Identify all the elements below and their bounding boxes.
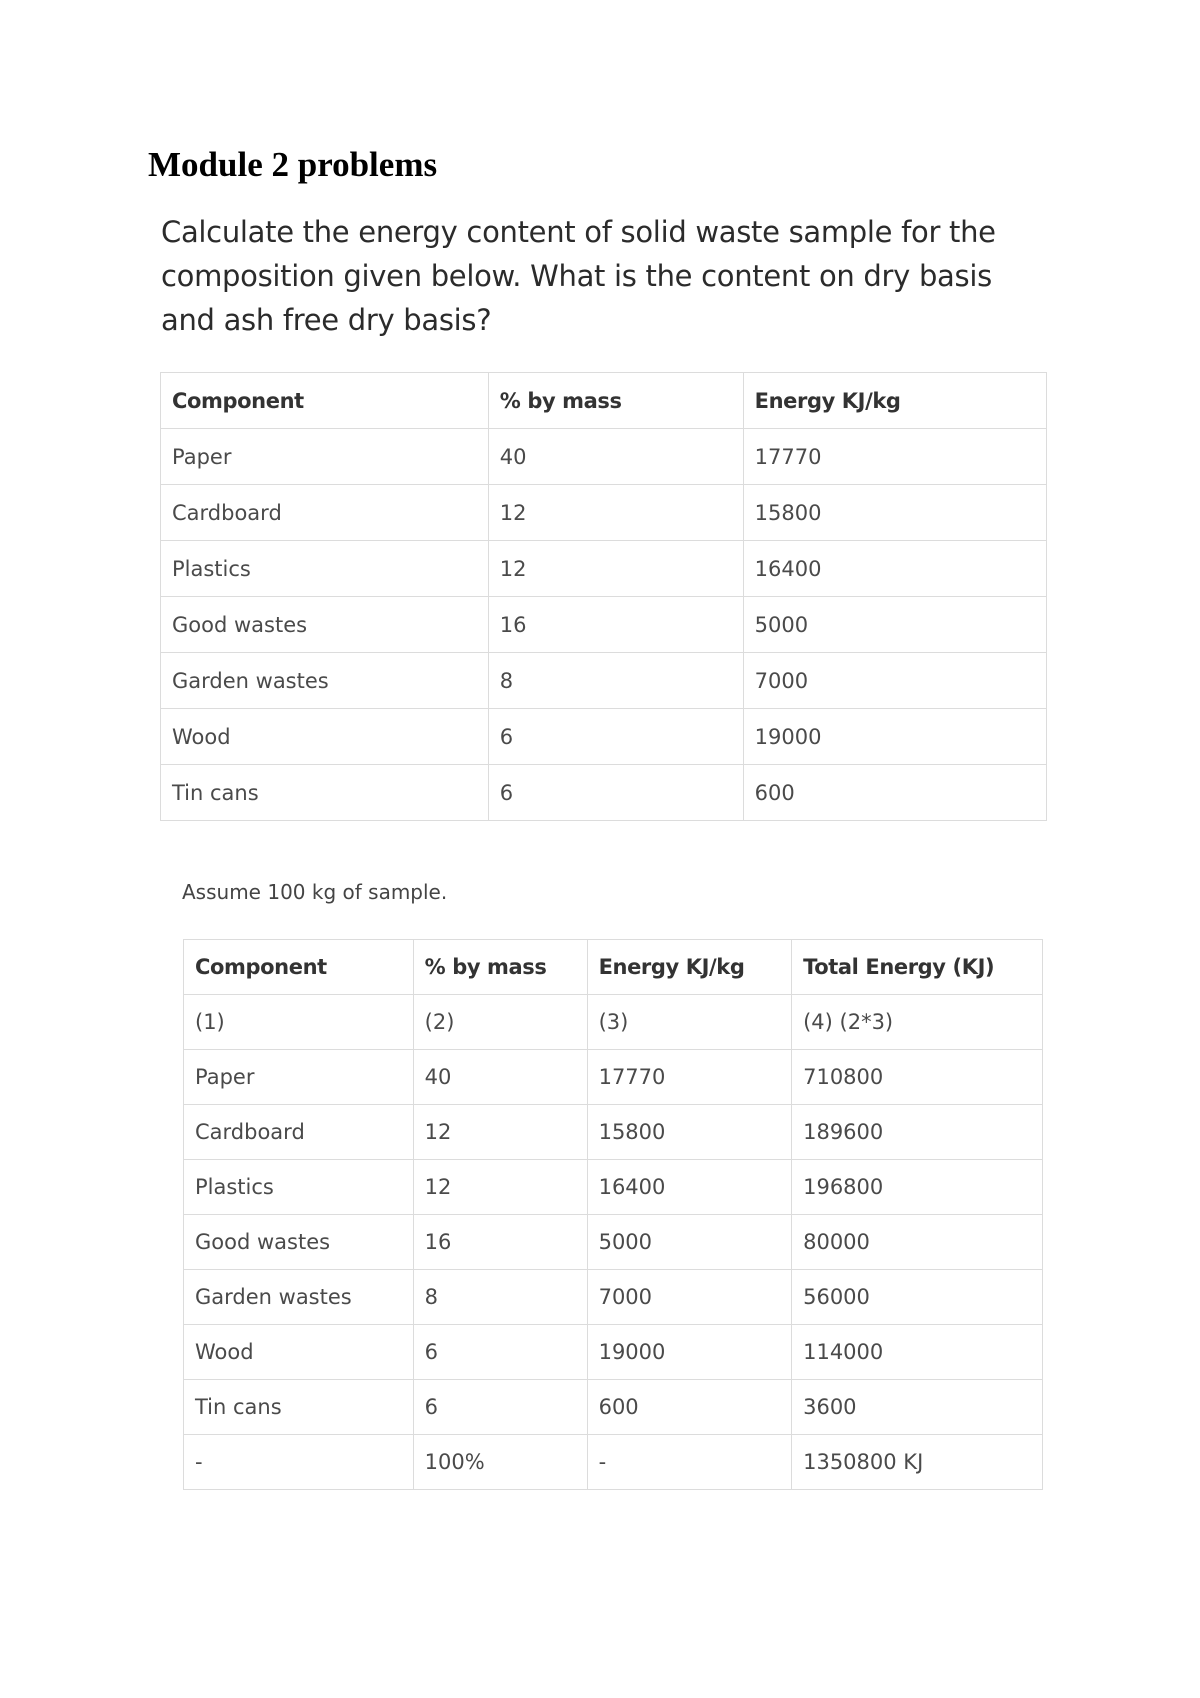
table-cell: 56000 xyxy=(792,1270,1043,1325)
column-header: Component xyxy=(184,940,414,995)
table-cell: Tin cans xyxy=(161,765,489,821)
table-row xyxy=(184,1160,1043,1215)
table-cell: 710800 xyxy=(792,1050,1043,1105)
table-cell: Cardboard xyxy=(161,485,489,541)
table-cell: 8 xyxy=(488,653,743,709)
table-cell: 12 xyxy=(413,1160,587,1215)
table-cell: 3600 xyxy=(792,1380,1043,1435)
table-row xyxy=(161,709,1047,765)
table-cell: 7000 xyxy=(587,1270,792,1325)
table-cell: 12 xyxy=(488,485,743,541)
table-cell: Garden wastes xyxy=(161,653,489,709)
table-row xyxy=(161,485,1047,541)
table-cell: 100% xyxy=(413,1435,587,1490)
table-row xyxy=(184,1270,1043,1325)
table-cell: Good wastes xyxy=(161,597,489,653)
column-header: Component xyxy=(161,373,489,429)
table-cell: 19000 xyxy=(587,1325,792,1380)
table-cell: 6 xyxy=(413,1380,587,1435)
table-cell: 16 xyxy=(488,597,743,653)
table-row xyxy=(161,653,1047,709)
table-cell: Garden wastes xyxy=(184,1270,414,1325)
table-cell: 15800 xyxy=(587,1105,792,1160)
table-cell: Wood xyxy=(184,1325,414,1380)
table-header-row xyxy=(184,940,1043,995)
table-cell: 16 xyxy=(413,1215,587,1270)
table-cell: 600 xyxy=(587,1380,792,1435)
column-header: Energy KJ/kg xyxy=(587,940,792,995)
table-cell: (3) xyxy=(587,995,792,1050)
table-cell: 16400 xyxy=(587,1160,792,1215)
column-header: % by mass xyxy=(413,940,587,995)
table-cell: 19000 xyxy=(743,709,1046,765)
table-cell: 12 xyxy=(488,541,743,597)
table-cell: 40 xyxy=(488,429,743,485)
table-cell: 189600 xyxy=(792,1105,1043,1160)
table-row xyxy=(184,1380,1043,1435)
energy-calculation-table xyxy=(183,939,1043,1490)
composition-table xyxy=(160,372,1047,821)
table-cell: 6 xyxy=(413,1325,587,1380)
table-cell: (1) xyxy=(184,995,414,1050)
table-cell: 5000 xyxy=(587,1215,792,1270)
table-cell: Good wastes xyxy=(184,1215,414,1270)
assumption-note: Assume 100 kg of sample. xyxy=(182,880,448,904)
table-cell: 80000 xyxy=(792,1215,1043,1270)
column-header: Total Energy (KJ) xyxy=(792,940,1043,995)
table-cell: 12 xyxy=(413,1105,587,1160)
table-cell: Plastics xyxy=(184,1160,414,1215)
table-cell: 17770 xyxy=(743,429,1046,485)
table-cell: 8 xyxy=(413,1270,587,1325)
table-row xyxy=(184,1105,1043,1160)
table-cell: Paper xyxy=(161,429,489,485)
question-text: Calculate the energy content of solid waste sample for the composition given below. What is the content on dry basis and ash free dry basis? xyxy=(161,215,996,337)
table-cell: - xyxy=(587,1435,792,1490)
table-cell: Cardboard xyxy=(184,1105,414,1160)
table-row xyxy=(161,429,1047,485)
page-title: Module 2 problems xyxy=(148,145,438,184)
table-cell: (4) (2*3) xyxy=(792,995,1043,1050)
table-cell: 16400 xyxy=(743,541,1046,597)
table-row xyxy=(184,1435,1043,1490)
table-header-row xyxy=(161,373,1047,429)
table-cell: Plastics xyxy=(161,541,489,597)
table-cell: (2) xyxy=(413,995,587,1050)
table-cell: 6 xyxy=(488,709,743,765)
table-row xyxy=(184,1215,1043,1270)
table-cell: 6 xyxy=(488,765,743,821)
table-cell: 15800 xyxy=(743,485,1046,541)
table-cell: 600 xyxy=(743,765,1046,821)
table-cell: 40 xyxy=(413,1050,587,1105)
table-cell: Tin cans xyxy=(184,1380,414,1435)
table-row xyxy=(184,1050,1043,1105)
table-cell: - xyxy=(184,1435,414,1490)
table-cell: 1350800 KJ xyxy=(792,1435,1043,1490)
column-header: % by mass xyxy=(488,373,743,429)
table-cell: Wood xyxy=(161,709,489,765)
column-header: Energy KJ/kg xyxy=(743,373,1046,429)
table-cell: 196800 xyxy=(792,1160,1043,1215)
table-cell: 7000 xyxy=(743,653,1046,709)
table-row xyxy=(161,597,1047,653)
table-cell: 114000 xyxy=(792,1325,1043,1380)
table-cell: Paper xyxy=(184,1050,414,1105)
table-row xyxy=(161,765,1047,821)
table-cell: 5000 xyxy=(743,597,1046,653)
table-row xyxy=(184,1325,1043,1380)
table-cell: 17770 xyxy=(587,1050,792,1105)
table-row xyxy=(184,995,1043,1050)
table-row xyxy=(161,541,1047,597)
